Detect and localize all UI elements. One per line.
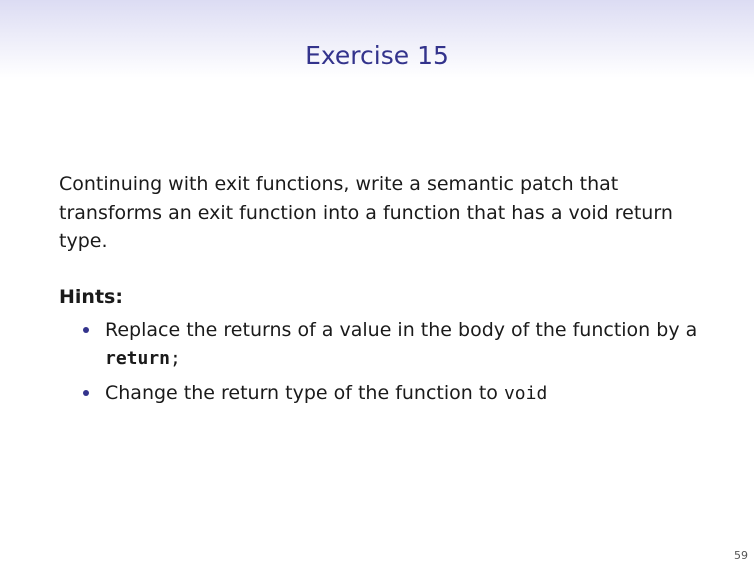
hint-item — [80, 379, 720, 408]
bullet-icon — [83, 327, 89, 333]
hint-code: void — [503, 383, 548, 404]
hint-code-suffix: ; — [170, 348, 181, 369]
hint-text: Replace the returns of a value in the body of the function by a — [105, 319, 698, 341]
page-number: 59 — [734, 549, 748, 562]
hint-text: Change the return type of the function to — [105, 382, 504, 404]
hints-heading: Hints: — [59, 286, 123, 308]
hints-list — [80, 316, 720, 414]
hint-code: return — [105, 348, 171, 369]
bullet-icon — [83, 390, 89, 396]
slide-title: Exercise 15 — [305, 41, 449, 70]
body-paragraph: Continuing with exit functions, write a semantic patch that transforms an exit function into a function that has a void return type. — [59, 173, 673, 252]
hint-item — [80, 316, 720, 373]
